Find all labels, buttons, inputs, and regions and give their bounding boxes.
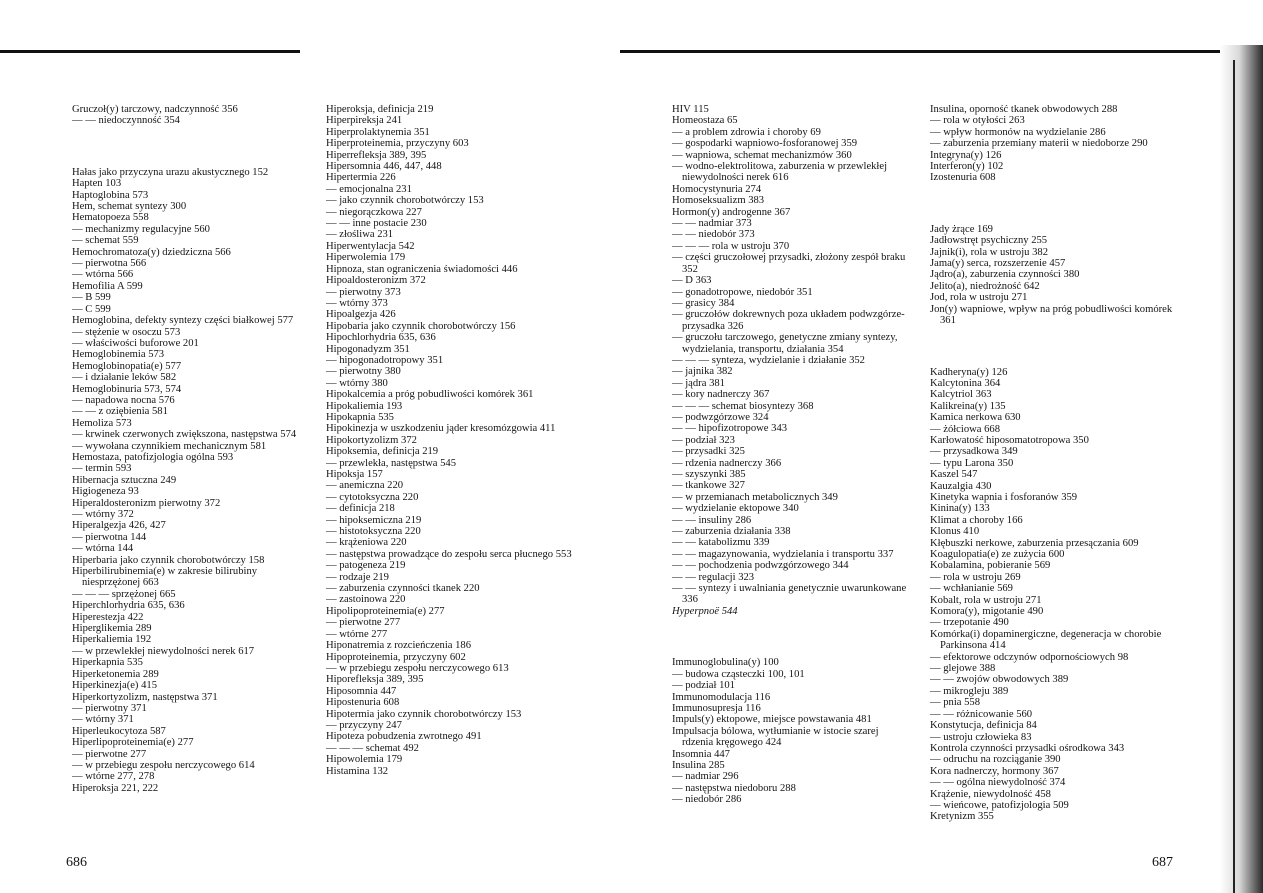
- index-entry: — — — schemat biosyntezy 368: [672, 400, 814, 412]
- index-entry: Homoseksualizm 383: [672, 195, 765, 207]
- index-entry: — a problem zdrowia i choroby 69: [672, 126, 821, 138]
- index-entry: Hiperbilirubinemia(e) w zakresie bilirubiny niesprzężonej 663: [72, 566, 258, 589]
- index-entry: — niedobór 286: [672, 794, 742, 806]
- index-entry: Hiperlipoproteinemia(e) 277: [72, 737, 194, 749]
- page-edge-shadow: [1220, 45, 1263, 893]
- index-entry: Hiperalgezja 426, 427: [72, 520, 166, 532]
- index-entry: Kobalamina, pobieranie 569: [930, 560, 1051, 572]
- index-entry: — w przebiegu zespołu nerczycowego 613: [326, 662, 509, 674]
- scan-border-line-right: [620, 50, 1220, 53]
- index-entry: Immunoglobulina(y) 100: [672, 657, 779, 669]
- index-entry: — kory nadnerczy 367: [672, 389, 770, 401]
- index-entry: — jądra 381: [672, 377, 725, 389]
- index-entry: — glejowe 388: [930, 663, 996, 675]
- index-entry: — rola w ustroju 269: [930, 571, 1021, 583]
- index-entry: Gruczoł(y) tarczowy, nadczynność 356: [72, 104, 238, 115]
- index-entry: — stężenie w osoczu 573: [72, 326, 181, 338]
- index-entry: Hemoglobina, defekty syntezy części białkowej 577: [72, 315, 294, 327]
- index-entry: Impuls(y) ektopowe, miejsce powstawania 481: [672, 714, 872, 726]
- index-entry: Hipowolemia 179: [326, 754, 403, 766]
- index-entry: — gospodarki wapniowo-fosforanowej 359: [672, 138, 858, 150]
- index-entry: — mikrogleju 389: [930, 685, 1009, 697]
- index-entry: — C 599: [72, 303, 111, 315]
- index-entry: — podwzgórzowe 324: [672, 411, 769, 423]
- index-entry: Konstytucja, definicja 84: [930, 720, 1037, 732]
- index-entry: Hiperprolaktynemia 351: [326, 126, 430, 138]
- index-entry: Higiogeneza 93: [72, 486, 139, 498]
- index-entry: — hipogonadotropowy 351: [326, 354, 444, 366]
- index-entry: — rdzenia nadnerczy 366: [672, 457, 782, 469]
- index-entry: Hemochromatoza(y) dziedziczna 566: [72, 246, 231, 258]
- index-entry: — — — synteza, wydzielanie i działanie 352: [672, 354, 865, 366]
- index-entry: — pierwotny 371: [72, 702, 147, 714]
- index-entry: Hiperrefleksja 389, 395: [326, 149, 427, 161]
- index-entry: — — niedobór 373: [672, 229, 755, 241]
- index-entry: — wieńcowe, patofizjologia 509: [930, 799, 1069, 811]
- index-entry: — trzepotanie 490: [930, 617, 1009, 629]
- index-entry: Jon(y) wapniowe, wpływ na próg pobudliwości komórek 361: [930, 303, 1173, 327]
- index-entry: — ustroju człowieka 83: [930, 731, 1032, 743]
- index-entry: — w przebiegu zespołu nerczycowego 614: [72, 759, 255, 771]
- index-entry: Hipobaria jako czynnik chorobotwórczy 156: [326, 320, 516, 332]
- index-entry: Hiperestezja 422: [72, 611, 144, 623]
- index-entry: Hiperwolemia 179: [326, 252, 406, 264]
- index-entry: Hiperkinezja(e) 415: [72, 680, 158, 692]
- index-entry: Hibernacja sztuczna 249: [72, 474, 177, 486]
- index-entry: Impulsacja bólowa, wytłumianie w istocie szarej rdzenia kręgowego 424: [672, 725, 879, 749]
- index-entry: — gruczołów dokrewnych poza układem podwzgórze-przysadka 326: [672, 309, 905, 332]
- index-entry: Hematopoeza 558: [72, 212, 149, 224]
- index-entry: — części gruczołowej przysadki, złożony zespół braku 352: [672, 252, 906, 275]
- index-entry: — schemat 559: [72, 235, 139, 247]
- index-entry: Haptoglobina 573: [72, 189, 149, 201]
- index-entry: — przewlekła, następstwa 545: [326, 457, 457, 469]
- index-column-4: [930, 104, 1182, 823]
- index-entry: Kamica nerkowa 630: [930, 412, 1021, 424]
- index-entry: — mechanizmy regulacyjne 560: [72, 223, 210, 235]
- index-entry: — — hipofizotropowe 343: [672, 423, 788, 435]
- index-entry: — rodzaje 219: [326, 571, 389, 583]
- index-entry: Hiperkortyzolizm, następstwa 371: [72, 691, 218, 703]
- index-column-3: [672, 104, 912, 806]
- index-entry: — wtórny 372: [72, 509, 134, 520]
- index-entry: — typu Larona 350: [930, 457, 1014, 469]
- index-entry: Hiperaldosteronizm pierwotny 372: [72, 497, 221, 509]
- index-entry: — przysadki 325: [672, 446, 745, 458]
- section-gap: [672, 637, 912, 657]
- index-entry: Hipokapnia 535: [326, 411, 394, 423]
- index-entry: — — niedoczynność 354: [72, 115, 180, 127]
- index-entry: — — z oziębienia 581: [72, 406, 168, 418]
- index-entry: — wywołana czynnikiem mechanicznym 581: [72, 440, 267, 452]
- index-entry: Hiperchlorhydria 635, 636: [72, 600, 185, 612]
- index-entry: Komora(y), migotanie 490: [930, 606, 1044, 618]
- index-entry: — następstwa prowadzące do zespołu serca płucnego 553: [326, 548, 572, 560]
- scan-border-line-left: [0, 50, 300, 53]
- index-entry: — — magazynowania, wydzielania i transportu 337: [672, 548, 894, 560]
- index-entry: — gonadotropowe, niedobór 351: [672, 286, 813, 298]
- index-entry: Jama(y) serca, rozszerzenie 457: [930, 258, 1066, 270]
- index-entry: Hemostaza, patofizjologia ogólna 593: [72, 451, 234, 463]
- index-entry: — w przewlekłej niewydolności nerek 617: [72, 645, 255, 657]
- index-entry: Hemofilia A 599: [72, 280, 143, 292]
- index-entry: — przyczyny 247: [326, 719, 402, 731]
- index-entry: — pierwotny 373: [326, 286, 401, 298]
- section-gap: [72, 147, 302, 167]
- index-entry: Kretynizm 355: [930, 811, 994, 823]
- section-gap: [72, 127, 302, 147]
- index-entry: — — — sprzężonej 665: [72, 588, 176, 600]
- index-entry: — krążeniowa 220: [326, 537, 407, 549]
- index-entry: Komórka(i) dopaminergiczne, degeneracja w chorobie Parkinsona 414: [930, 628, 1162, 652]
- index-entry: — wtórny 380: [326, 377, 388, 389]
- index-entry: Hiperketonemia 289: [72, 668, 159, 680]
- index-entry: Hemoglobinuria 573, 574: [72, 383, 182, 395]
- index-entry: — wtórna 566: [72, 269, 134, 281]
- section-gap: [930, 184, 1182, 204]
- index-entry: — wtórne 277, 278: [72, 771, 155, 783]
- index-entry: Karłowatość hiposomatotropowa 350: [930, 434, 1089, 446]
- index-entry: — wtórny 373: [326, 297, 388, 309]
- index-entry: Hipotermia jako czynnik chorobotwórczy 153: [326, 708, 522, 720]
- section-gap: [930, 347, 1182, 367]
- index-entry: Histamina 132: [326, 765, 389, 777]
- index-entry: Hipostenuria 608: [326, 697, 400, 709]
- index-entry: Hiperglikemia 289: [72, 623, 152, 635]
- index-entry: Insulina, oporność tkanek obwodowych 288: [930, 104, 1118, 115]
- index-entry: Klimat a choroby 166: [930, 514, 1023, 526]
- index-entry: Kalikreina(y) 135: [930, 400, 1006, 412]
- index-entry: Hipokinezja w uszkodzeniu jąder kresomózgowia 411: [326, 423, 556, 435]
- index-entry: — tkankowe 327: [672, 480, 745, 492]
- index-entry: — termin 593: [72, 463, 132, 475]
- index-entry: Hałas jako przyczyna urazu akustycznego 152: [72, 166, 269, 178]
- index-column-1: [72, 104, 302, 794]
- index-entry: — napadowa nocna 576: [72, 394, 175, 406]
- index-entry: Immunosupresja 116: [672, 702, 761, 714]
- index-entry: — wtórna 144: [72, 543, 134, 555]
- index-entry: Hipoaldosteronizm 372: [326, 275, 426, 287]
- index-entry: Kaszel 547: [930, 469, 978, 481]
- index-entry: Interferon(y) 102: [930, 161, 1004, 173]
- index-entry: Kinina(y) 133: [930, 503, 990, 515]
- index-entry: — efektorowe odczynów odpornościowych 98: [930, 651, 1129, 663]
- index-entry: — wydzielanie ektopowe 340: [672, 503, 799, 515]
- index-entry: — patogeneza 219: [326, 560, 406, 572]
- index-entry: Hipoksja 157: [326, 469, 383, 480]
- index-entry: — zaburzenia czynności tkanek 220: [326, 583, 480, 595]
- index-entry: — w przemianach metabolicznych 349: [672, 491, 838, 503]
- index-entry: Hiperkaliemia 192: [72, 634, 152, 646]
- index-entry: Hipnoza, stan ograniczenia świadomości 446: [326, 263, 518, 275]
- page-edge-line: [1233, 60, 1235, 893]
- index-entry: Kora nadnerczy, hormony 367: [930, 765, 1059, 777]
- section-gap: [672, 617, 912, 637]
- index-entry: — nadmiar 296: [672, 771, 739, 783]
- index-entry: Hapten 103: [72, 178, 122, 190]
- index-entry: — — inne postacie 230: [326, 218, 427, 230]
- index-entry: Hiperpireksja 241: [326, 115, 403, 127]
- index-entry: Kalcytriol 363: [930, 389, 992, 401]
- index-entry: Hyperpnoë 544: [672, 605, 738, 617]
- section-gap: [930, 204, 1182, 224]
- index-entry: — pierwotne 277: [326, 617, 401, 629]
- index-entry: Jady żrące 169: [930, 223, 993, 235]
- index-entry: — wapniowa, schemat mechanizmów 360: [672, 149, 852, 161]
- index-entry: Hiperwentylacja 542: [326, 240, 415, 252]
- index-entry: Kauzalgia 430: [930, 480, 992, 492]
- index-entry: — podział 101: [672, 680, 735, 692]
- index-entry: Hiponatremia z rozcieńczenia 186: [326, 640, 472, 652]
- index-entry: Insulina 285: [672, 759, 725, 771]
- index-entry: Hemoglobinemia 573: [72, 349, 165, 361]
- index-entry: Izostenuria 608: [930, 172, 996, 184]
- index-entry: — zaburzenia działania 338: [672, 526, 791, 538]
- index-entry: — — syntezy i uwalniania genetycznie uwarunkowane 336: [672, 583, 907, 606]
- index-entry: — niegorączkowa 227: [326, 206, 422, 218]
- index-entry: — pnia 558: [930, 697, 981, 709]
- index-entry: — — ogólna niewydolność 374: [930, 777, 1066, 789]
- index-entry: Hipokortyzolizm 372: [326, 434, 417, 446]
- index-entry: — cytotoksyczna 220: [326, 491, 419, 503]
- index-entry: Kobalt, rola w ustroju 271: [930, 594, 1042, 606]
- index-entry: — jajnika 382: [672, 366, 733, 378]
- index-entry: — emocjonalna 231: [326, 183, 412, 195]
- index-entry: — żółciowa 668: [930, 423, 1001, 435]
- index-entry: Kontrola czynności przysadki ośrodkowa 343: [930, 742, 1125, 754]
- index-entry: Kalcytonina 364: [930, 377, 1001, 389]
- index-entry: Kłębuszki nerkowe, zaburzenia przesączania 609: [930, 537, 1139, 549]
- index-entry: Insomnia 447: [672, 748, 730, 760]
- index-entry: — zastoinowa 220: [326, 594, 406, 606]
- page-number-right: 687: [1152, 855, 1173, 870]
- index-entry: Hormon(y) androgenne 367: [672, 206, 791, 218]
- index-entry: Integryna(y) 126: [930, 149, 1002, 161]
- index-entry: — szyszynki 385: [672, 469, 746, 480]
- index-entry: — następstwa niedoboru 288: [672, 782, 796, 794]
- index-entry: Hiporefleksja 389, 395: [326, 674, 424, 686]
- index-entry: — — pochodzenia podwzgórzowego 344: [672, 560, 849, 572]
- index-entry: — — — schemat 492: [326, 742, 419, 754]
- index-entry: Hipoalgezja 426: [326, 309, 396, 321]
- index-entry: — anemiczna 220: [326, 480, 404, 492]
- index-entry: — — — rola w ustroju 370: [672, 240, 790, 252]
- index-entry: — — insuliny 286: [672, 514, 752, 526]
- index-entry: Jelito(a), niedrożność 642: [930, 280, 1040, 292]
- index-entry: Hiposomnia 447: [326, 685, 397, 697]
- index-entry: — wtórne 277: [326, 628, 388, 640]
- index-entry: — pierwotne 277: [72, 748, 147, 760]
- index-entry: — B 599: [72, 292, 111, 304]
- index-entry: — odruchu na rozciąganie 390: [930, 754, 1061, 766]
- index-entry: Krążenie, niewydolność 458: [930, 788, 1051, 800]
- index-entry: — jako czynnik chorobotwórczy 153: [326, 195, 484, 207]
- index-entry: Hipochlorhydria 635, 636: [326, 332, 436, 344]
- index-column-2: [326, 104, 596, 777]
- index-entry: — i działanie leków 582: [72, 372, 177, 384]
- index-entry: Hem, schemat syntezy 300: [72, 201, 187, 213]
- index-entry: Kinetyka wapnia i fosforanów 359: [930, 491, 1078, 503]
- index-entry: — krwinek czerwonych zwiększona, następstwa 574: [72, 429, 297, 441]
- index-entry: Jod, rola w ustroju 271: [930, 292, 1028, 304]
- index-entry: Hiperkapnia 535: [72, 657, 143, 669]
- index-entry: — wchłanianie 569: [930, 583, 1013, 595]
- index-entry: Hipogonadyzm 351: [326, 343, 410, 355]
- index-entry: — — różnicowanie 560: [930, 708, 1033, 720]
- index-entry: — histotoksyczna 220: [326, 526, 421, 538]
- index-entry: Hiperproteinemia, przyczyny 603: [326, 138, 469, 150]
- index-entry: Hipokaliemia 193: [326, 400, 403, 412]
- index-entry: — grasicy 384: [672, 297, 735, 309]
- section-gap: [930, 327, 1182, 347]
- index-entry: — przysadkowa 349: [930, 446, 1018, 458]
- index-entry: — rola w otyłości 263: [930, 115, 1025, 127]
- index-entry: Hipoteza pobudzenia zwrotnego 491: [326, 731, 482, 743]
- index-entry: — gruczołu tarczowego, genetyczne zmiany syntezy, wydzielania, transportu, działania 354: [672, 332, 898, 355]
- index-entry: — — zwojów obwodowych 389: [930, 674, 1069, 686]
- index-entry: — hipoksemiczna 219: [326, 514, 422, 526]
- index-entry: Hiperoksja, definicja 219: [326, 104, 434, 115]
- index-entry: Hemoglobinopatia(e) 577: [72, 360, 182, 372]
- index-entry: Hipolipoproteinemia(e) 277: [326, 605, 445, 617]
- index-entry: Hiperbaria jako czynnik chorobotwórczy 158: [72, 554, 265, 566]
- index-entry: — — nadmiar 373: [672, 218, 752, 230]
- index-entry: Jądro(a), zaburzenia czynności 380: [930, 269, 1080, 281]
- index-entry: Hipersomnia 446, 447, 448: [326, 161, 442, 173]
- index-entry: Jajnik(i), rola w ustroju 382: [930, 246, 1048, 258]
- index-entry: — zaburzenia przemiany materii w niedoborze 290: [930, 138, 1148, 150]
- index-entry: Jadłowstręt psychiczny 255: [930, 235, 1048, 247]
- index-entry: — złośliwa 231: [326, 229, 394, 241]
- index-entry: — — regulacji 323: [672, 571, 755, 583]
- index-entry: Koagulopatia(e) ze zużycia 600: [930, 549, 1065, 560]
- page-number-left: 686: [66, 855, 87, 870]
- index-entry: HIV 115: [672, 104, 709, 115]
- index-entry: Homocystynuria 274: [672, 183, 762, 195]
- index-entry: — budowa cząsteczki 100, 101: [672, 668, 805, 680]
- index-entry: — podział 323: [672, 434, 735, 446]
- index-entry: — pierwotny 380: [326, 366, 401, 378]
- index-entry: Hipokalcemia a próg pobudliwości komórek 361: [326, 389, 534, 401]
- index-entry: — definicja 218: [326, 503, 395, 515]
- index-entry: — wpływ hormonów na wydzielanie 286: [930, 126, 1106, 138]
- index-entry: — wodno-elektrolitowa, zaburzenia w przewlekłej niewydolności nerek 616: [672, 161, 888, 184]
- index-entry: — — katabolizmu 339: [672, 537, 770, 549]
- index-entry: — wtórny 371: [72, 714, 134, 726]
- index-entry: Klonus 410: [930, 526, 980, 538]
- index-entry: Hipoksemia, definicja 219: [326, 446, 439, 458]
- index-entry: — właściwości buforowe 201: [72, 337, 199, 349]
- index-entry: Hipoproteinemia, przyczyny 602: [326, 651, 466, 663]
- index-entry: Hiperleukocytoza 587: [72, 725, 166, 737]
- index-entry: — pierwotna 566: [72, 258, 147, 270]
- index-entry: — pierwotna 144: [72, 531, 147, 543]
- index-entry: Homeostaza 65: [672, 115, 738, 127]
- index-entry: Immunomodulacja 116: [672, 691, 771, 703]
- index-entry: Hemoliza 573: [72, 417, 132, 429]
- index-entry: Kadheryna(y) 126: [930, 366, 1008, 378]
- index-entry: Hiperoksja 221, 222: [72, 782, 159, 794]
- index-entry: Hipertermia 226: [326, 172, 396, 184]
- index-entry: — D 363: [672, 275, 712, 287]
